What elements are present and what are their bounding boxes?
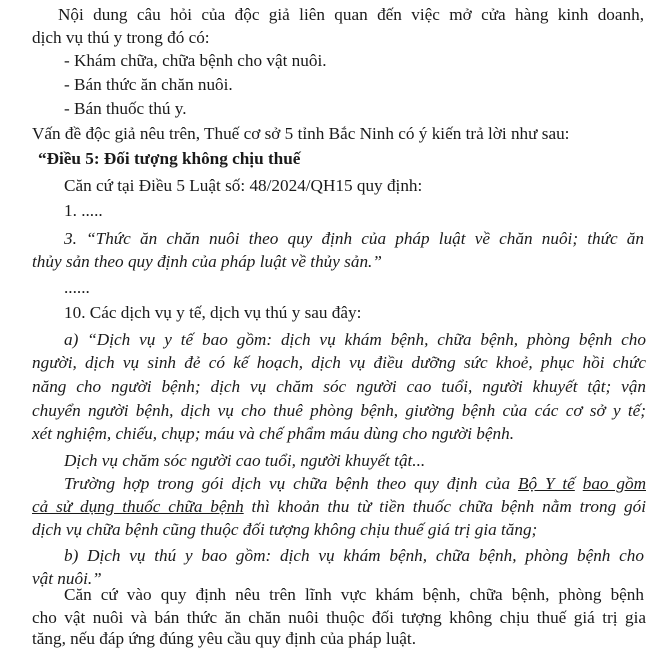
medicine-use-underlined: cả sử dụng thuốc chữa bệnh	[32, 497, 244, 516]
intro-line-1: Nội dung câu hỏi của độc giả liên quan đến việc mở cửa hàng kinh doanh,	[58, 5, 644, 24]
intro-line-2: dịch vụ thú y trong đó có:	[32, 28, 210, 47]
item-1: 1. .....	[64, 201, 103, 220]
item-a-line-1: a) “Dịch vụ y tế bao gồm: dịch vụ khám bệnh, chữa bệnh, phòng bệnh cho	[64, 330, 646, 349]
case-line-1	[64, 473, 646, 495]
item-a-line-5: xét nghiệm, chiếu, chụp; máu và chế phẩm máu dùng cho người bệnh.	[32, 424, 515, 443]
case-line-1-text: Trường hợp trong gói dịch vụ chữa bệnh theo quy định của	[64, 474, 518, 493]
legal-basis: Căn cứ tại Điều 5 Luật số: 48/2024/QH15 quy định:	[64, 176, 423, 195]
ellipsis: ......	[64, 278, 90, 297]
item-3-line-2: thủy sản theo quy định của pháp luật về thủy sản.”	[32, 252, 382, 271]
conclusion-line-3: tăng, nếu đáp ứng đúng yêu cầu quy định của pháp luật.	[32, 629, 416, 648]
care-services: Dịch vụ chăm sóc người cao tuổi, người khuyết tật...	[64, 451, 426, 470]
case-line-1-space	[575, 474, 583, 493]
conclusion-line-2: cho vật nuôi và bán thức ăn chăn nuôi thuộc đối tượng không chịu thuế giá trị gia	[32, 608, 646, 627]
item-b-line-1: b) Dịch vụ thú y bao gồm: dịch vụ khám bệnh, chữa bệnh, phòng bệnh cho	[64, 546, 644, 565]
reply-intro: Vấn đề độc giả nêu trên, Thuế cơ sở 5 tỉnh Bắc Ninh có ý kiến trả lời như sau:	[32, 124, 570, 143]
case-line-2	[32, 496, 646, 518]
list-item: - Khám chữa, chữa bệnh cho vật nuôi.	[64, 51, 327, 70]
includes-underlined: bao gồm	[582, 474, 646, 493]
item-a-line-4: chuyển người bệnh, dịch vụ cho thuê phòng bệnh, giường bệnh của các cơ sở y tế;	[32, 401, 646, 420]
item-b-line-2: vật nuôi.”	[32, 569, 102, 588]
article-title: “Điều 5: Đối tượng không chịu thuế	[38, 149, 301, 168]
item-a-line-2: người, dịch vụ sinh đẻ có kế hoạch, dịch vụ điều dưỡng sức khoẻ, phục hồi chức	[32, 353, 646, 372]
ministry-of-health-underlined: Bộ Y tế	[517, 474, 575, 493]
list-item: - Bán thức ăn chăn nuôi.	[64, 75, 233, 94]
case-line-3: dịch vụ chữa bệnh cũng thuộc đối tượng không chịu thuế giá trị gia tăng;	[32, 520, 538, 539]
conclusion-line-1: Căn cứ vào quy định nêu trên lĩnh vực khám bệnh, chữa bệnh, phòng bệnh	[64, 585, 644, 604]
item-10: 10. Các dịch vụ y tế, dịch vụ thú y sau đây:	[64, 303, 362, 322]
item-a-line-3: năng cho người bệnh; dịch vụ chăm sóc người cao tuổi, người khuyết tật; vận	[32, 377, 646, 396]
item-3-line-1: 3. “Thức ăn chăn nuôi theo quy định của pháp luật về chăn nuôi; thức ăn	[64, 229, 644, 248]
case-line-2-text: thì khoản thu từ tiền thuốc chữa bệnh nằm trong gói	[243, 497, 646, 516]
list-item: - Bán thuốc thú y.	[64, 99, 187, 118]
